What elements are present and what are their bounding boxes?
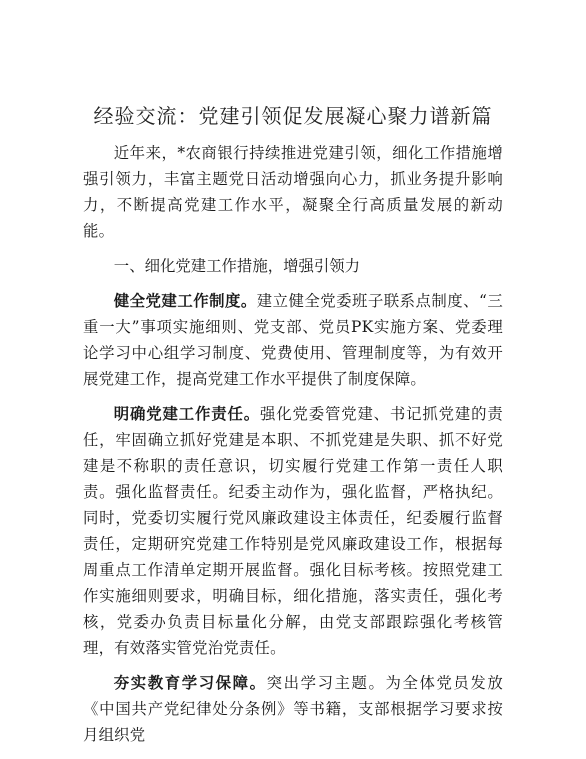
document-title: 经验交流：党建引领促发展凝心聚力谱新篇 — [93, 104, 493, 128]
paragraph-party-responsibility — [83, 401, 503, 661]
paragraph-text: 突出学习主题。为全体党员发放《中国共产党纪律处分条例》等书籍，支部根据学习要求按月组织党 — [83, 674, 503, 744]
paragraph-party-system — [83, 288, 503, 392]
paragraph-lead: 夯实教育学习保障。 — [113, 674, 267, 692]
paragraph-text: 建立健全党委班子联系点制度、“三重一大”事项实施细则、党支部、党员PK实施方案、党委理论学习中心组学习制度、党费使用、管理制度等，为有效开展党建工作，提高党建工作水平提供了制度保障。 — [83, 292, 503, 388]
paragraph-education — [83, 670, 503, 748]
paragraph-lead: 明确党建工作责任。 — [113, 405, 260, 423]
document-body — [83, 140, 503, 748]
section-heading: 一、细化党建工作措施，增强引领力 — [113, 257, 361, 275]
paragraph-lead: 健全党建工作制度。 — [113, 292, 257, 310]
paragraph-text: 强化党委管党建、书记抓党建的责任，牢固确立抓好党建是本职、不抓党建是失职、抓不好党建是不称职的责任意识，切实履行党建工作第一责任人职责。强化监督责任。纪委主动作为，强化监督，严格执纪。同时，党委切实履行党风廉政建设主体责任，纪委履行监督责任，定期研究党建工作特别是党风廉政建设工作，根据每周重点工作清单定期开展监督。强化目标考核。按照党建工作实施细则要求，明确目标，细化措施，落实责任，强化考核，党委办负责目标量化分解，由党支部跟踪强化考核管理，有效落实管党治党责任。 — [83, 405, 503, 657]
intro-paragraph: 近年来，*农商银行持续推进党建引领，细化工作措施增强引领力，丰富主题党日活动增强向心力，抓业务提升影响力，不断提高党建工作水平，凝聚全行高质量发展的新动能。 — [83, 144, 503, 240]
